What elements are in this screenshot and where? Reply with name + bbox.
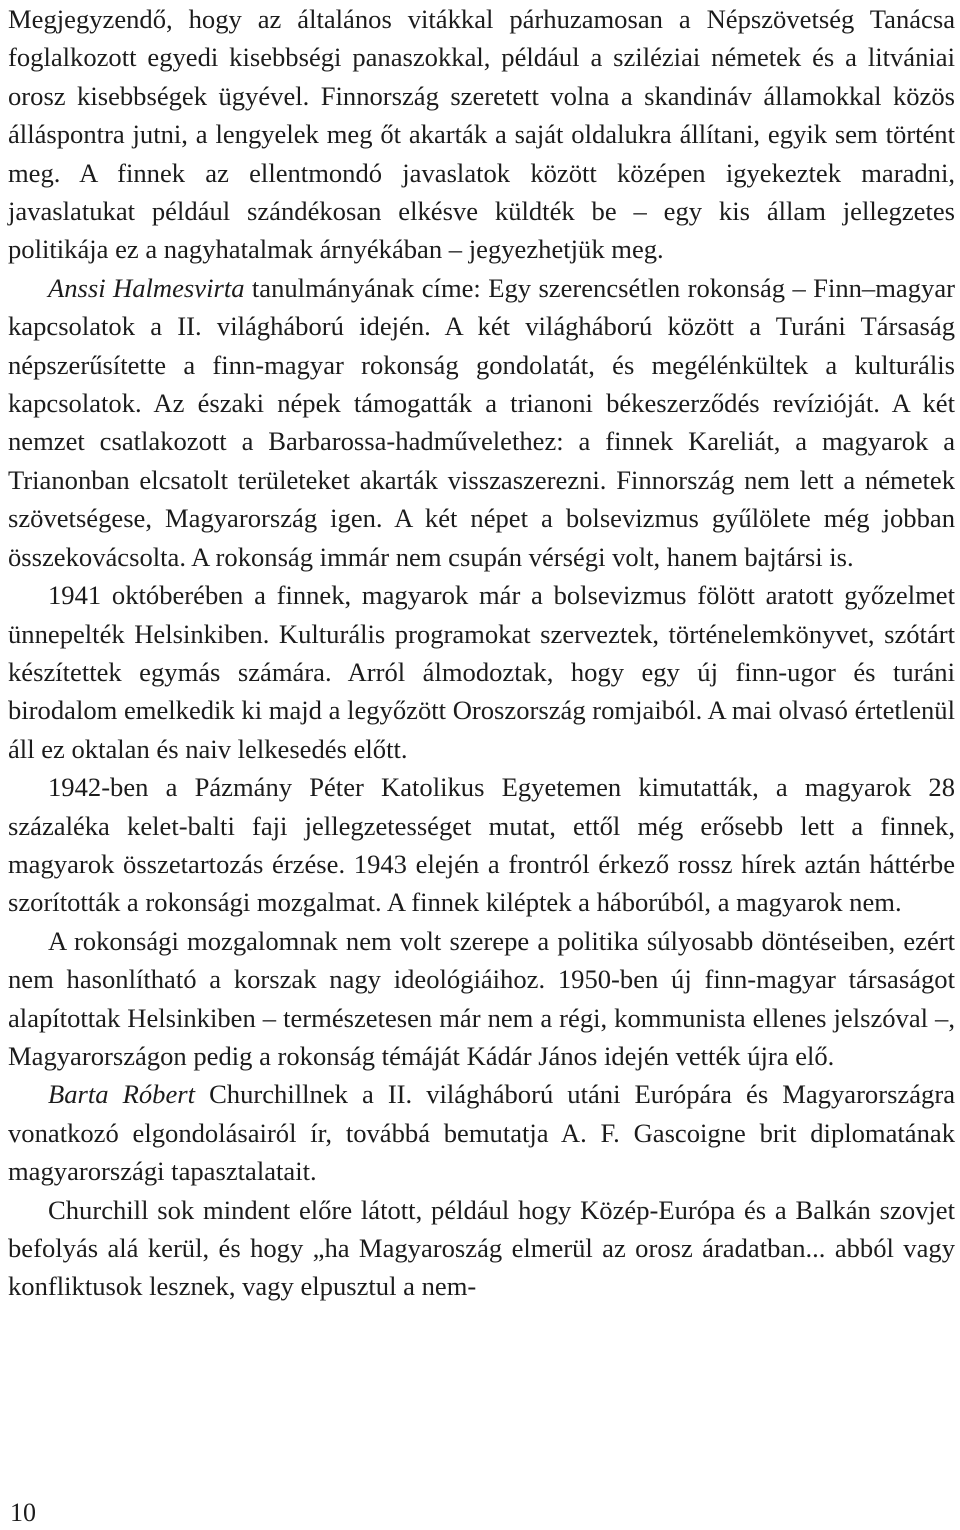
author-name-halmesvirta: Anssi Halmesvirta — [48, 272, 245, 303]
paragraph-1 — [8, 0, 955, 269]
paragraph-5 — [8, 922, 955, 1076]
page-number: 10 — [10, 1498, 36, 1527]
paragraph-2 — [8, 269, 955, 576]
paragraph-7 — [8, 1191, 955, 1306]
paragraph-4 — [8, 768, 955, 922]
paragraph-5-text: A rokonsági mozgalomnak nem volt szerepe a politika súlyosabb döntéseiben, ezért nem hasonlítható a korszak nagy ideológiáihoz. 1950-ben új finn-magyar társaságot alapítottak Helsinkiben – természetesen már nem a régi, kommunista ellenes jelszóval –, Magyarországon pedig a rokonság témáját Kádár János idején vették újra elő. — [8, 925, 955, 1071]
paragraph-2-text: tanulmányának címe: Egy szerencsétlen rokonság – Finn–magyar kapcsolatok a II. világháború idején. A két világháború között a Turáni Társaság népszerűsítette a finn-magyar rokonság gondolatát, és megélénkültek a kulturális kapcsolatok. Az északi népek támogatták a trianoni békeszerződés revízióját. A két nemzet csatlakozott a Barbarossa-hadművelethez: a finnek Kareliát, a magyarok a Trianonban elcsatolt területeket akarták visszaszerezni. Finnország nem lett a németek szövetségese, Magyarország igen. A két népet a bolsevizmus gyűlölete még jobban összekovácsolta. A rokonság immár nem csupán vérségi volt, hanem bajtársi is. — [8, 272, 955, 572]
paragraph-3-text: 1941 októberében a finnek, magyarok már a bolsevizmus fölött aratott győzelmet ünnepelték Helsinkiben. Kulturális programokat szerveztek, történelemkönyvet, szótárt készítettek egymás számára. Arról álmodoztak, hogy egy új finn-ugor és turáni birodalom emelkedik ki majd a legyőzött Oroszország romjaiból. A mai olvasó értetlenül áll ez oktalan és naiv lelkesedés előtt. — [8, 580, 955, 764]
author-name-barta: Barta Róbert — [48, 1079, 196, 1110]
page-body — [8, 0, 955, 1306]
paragraph-1-text: Megjegyzendő, hogy az általános vitákkal párhuzamosan a Népszövetség Tanácsa foglalkozott egyedi kisebbségi panaszokkal, például a sziléziai németek és a litvániai orosz kisebbségek ügyével. Finnország szeretett volna a skandináv államokkal közös álláspontra jutni, a lengyelek meg őt akarták a saját oldalukra állítani, egyik sem történt meg. A finnek az ellentmondó javaslatok között középen igyekeztek maradni, javaslatukat például szándékosan elkésve küldték be – egy kis állam jellegzetes politikája ez a nagyhatalmak árnyékában – jegyezhetjük meg. — [8, 4, 955, 265]
paragraph-6-text: Churchillnek a II. világháború utáni Európára és Magyarországra vonatkozó elgondolásairól ír, továbbá bemutatja A. F. Gascoigne brit diplomatának magyarországi tapasztalatait. — [8, 1079, 955, 1187]
paragraph-3 — [8, 576, 955, 768]
paragraph-4-text: 1942-ben a Pázmány Péter Katolikus Egyetemen kimutatták, a magyarok 28 százaléka kelet-balti faji jellegzetességet mutat, ettől még erősebb lett a finnek, magyarok összetartozás érzése. 1943 elején a frontról érkező rossz hírek aztán háttérbe szorították a rokonsági mozgalmat. A finnek kiléptek a háborúból, a magyarok nem. — [8, 772, 955, 918]
paragraph-6 — [8, 1075, 955, 1190]
paragraph-7-text: Churchill sok mindent előre látott, például hogy Közép-Európa és a Balkán szovjet befolyás alá kerül, és hogy „ha Magyaroszág elmerül az orosz áradatban... abból vagy konfliktusok lesznek, vagy elpusztul a nem- — [8, 1194, 955, 1302]
